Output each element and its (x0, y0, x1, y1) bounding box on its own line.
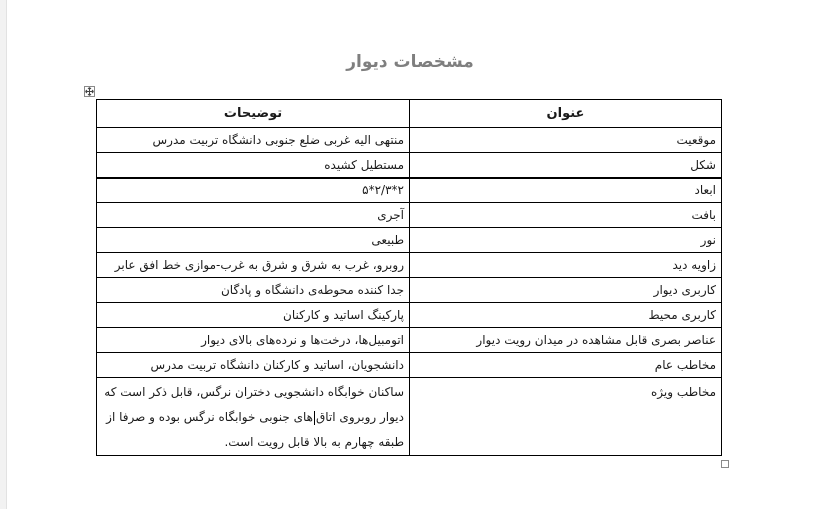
table-header-row (97, 100, 722, 128)
description-cell[interactable]: ۲*۲/۳*۵ (97, 178, 410, 203)
description-cell[interactable]: دانشجویان، اساتید و کارکنان دانشگاه تربیت مدرس (97, 353, 410, 378)
title-cell[interactable]: عناصر بصری قابل مشاهده در میدان رویت دیوار (410, 328, 722, 353)
title-cell[interactable]: نور (410, 228, 722, 253)
table-row (97, 328, 722, 353)
description-cell[interactable]: منتهی الیه غربی ضلع جنوبی دانشگاه تربیت مدرس (97, 128, 410, 153)
table-row (97, 278, 722, 303)
title-cell[interactable]: شکل (410, 153, 722, 178)
description-text-part2: های جنوبی خوابگاه نرگس بوده و صرفا از طبقه چهارم به بالا قابل رویت است. (106, 410, 404, 449)
table-row (97, 203, 722, 228)
title-cell[interactable]: کاربری دیوار (410, 278, 722, 303)
title-cell[interactable]: ابعاد (410, 178, 722, 203)
table-row (97, 353, 722, 378)
description-cell[interactable]: طبیعی (97, 228, 410, 253)
table-resize-handle[interactable] (721, 460, 729, 468)
document-title[interactable]: مشخصات دیوار (346, 52, 474, 72)
description-cell[interactable]: اتومبیل‌ها، درخت‌ها و نرده‌های بالای دیوار (97, 328, 410, 353)
text-cursor (314, 411, 315, 425)
title-cell[interactable]: بافت (410, 203, 722, 228)
wall-spec-table[interactable] (96, 99, 722, 456)
description-cell[interactable]: آجری (97, 203, 410, 228)
table-row (97, 303, 722, 328)
table-row (97, 253, 722, 278)
description-cell[interactable]: روبرو، غرب به شرق و شرق به غرب-موازی خط افق عابر (97, 253, 410, 278)
title-cell[interactable]: مخاطب ویژه (410, 378, 722, 456)
table-move-handle-icon[interactable] (84, 86, 95, 97)
title-cell[interactable]: زاویه دید (410, 253, 722, 278)
header-title-cell[interactable]: عنوان (410, 100, 722, 128)
title-cell[interactable]: مخاطب عام (410, 353, 722, 378)
window-left-edge (0, 0, 7, 509)
description-cell[interactable]: جدا کننده محوطه‌ی دانشگاه و پادگان (97, 278, 410, 303)
table-row (97, 378, 722, 456)
title-cell[interactable]: موقعیت (410, 128, 722, 153)
description-cell[interactable]: مستطیل کشیده (97, 153, 410, 178)
description-cell[interactable]: پارکینگ اساتید و کارکنان (97, 303, 410, 328)
description-cell[interactable] (97, 378, 410, 456)
table-row (97, 128, 722, 153)
table-row (97, 178, 722, 203)
table-row (97, 153, 722, 178)
header-description-cell[interactable]: توضیحات (97, 100, 410, 128)
title-cell[interactable]: کاربری محیط (410, 303, 722, 328)
description-text-part1: ساکنان خوابگاه دانشجویی دختران نرگس، قابل ذکر است که دیوار روبروی اتاق (104, 385, 404, 424)
table-row (97, 228, 722, 253)
